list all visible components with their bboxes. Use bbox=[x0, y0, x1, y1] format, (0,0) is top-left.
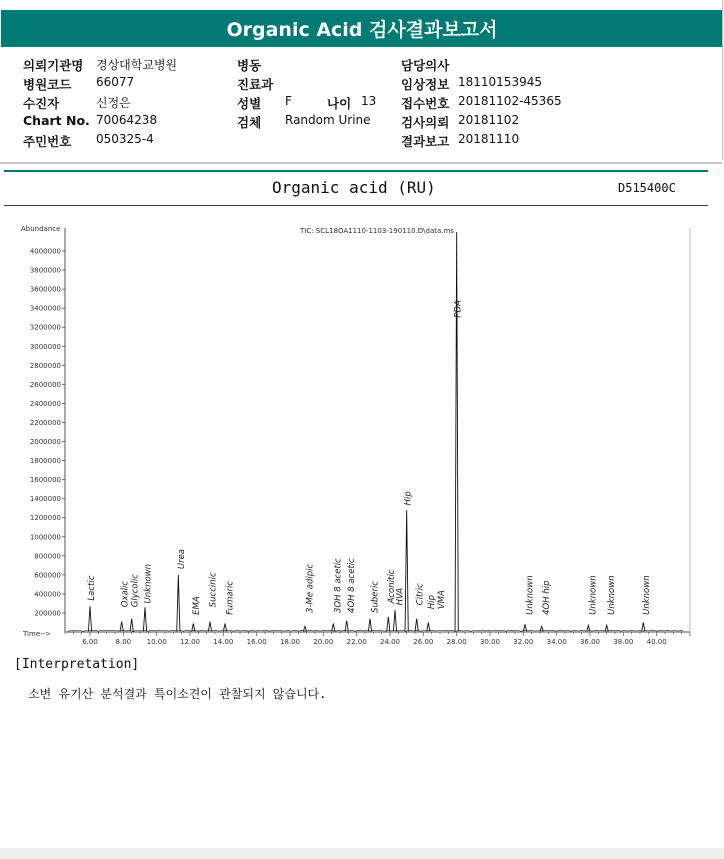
y-tick-label: 800000 bbox=[34, 552, 61, 561]
y-tick-label: 1200000 bbox=[29, 514, 61, 523]
info-divider bbox=[0, 162, 722, 164]
x-tick-label: 34.00 bbox=[546, 638, 567, 644]
x-tick-label: 18.00 bbox=[279, 638, 301, 644]
chart-value: 70064238 bbox=[96, 113, 158, 127]
age-value: 13 bbox=[361, 94, 377, 108]
y-tick-label: 2200000 bbox=[29, 418, 61, 427]
x-tick-label: 12.00 bbox=[179, 638, 201, 644]
peak-annotation: Unknown bbox=[525, 575, 536, 615]
peak-annotation: Hip bbox=[403, 491, 414, 506]
x-tick-label: 22.00 bbox=[346, 638, 367, 644]
peak-annotation: VMA bbox=[437, 590, 447, 610]
peak bbox=[387, 617, 390, 631]
y-axis-label: Abundance bbox=[21, 225, 61, 233]
peak-annotation: PDA bbox=[453, 300, 464, 318]
patient-label: 수진자 bbox=[23, 96, 60, 111]
footer-bar bbox=[0, 848, 724, 859]
peak bbox=[523, 624, 526, 631]
sex-value: F bbox=[285, 94, 292, 108]
x-tick-label: 38.00 bbox=[613, 638, 634, 644]
y-tick-label: 1400000 bbox=[29, 495, 61, 504]
code-value: 66077 bbox=[96, 75, 135, 89]
peak-annotation: Succinic bbox=[208, 572, 219, 608]
peak bbox=[120, 622, 123, 632]
peak bbox=[223, 623, 226, 631]
chart-label: Chart No. bbox=[23, 113, 90, 128]
request-value: 20181102 bbox=[458, 113, 520, 127]
specimen-label: 검체 bbox=[237, 115, 262, 130]
y-tick-label: 3000000 bbox=[29, 342, 61, 351]
y-tick-label: 2000000 bbox=[29, 438, 61, 447]
peak bbox=[427, 622, 430, 631]
report-title: Organic Acid 검사결과보고서 bbox=[1, 10, 723, 47]
result-label: 결과보고 bbox=[401, 134, 450, 149]
header-rule bbox=[4, 205, 708, 206]
peak bbox=[130, 619, 133, 632]
patient-value: 신정은 bbox=[96, 96, 131, 110]
x-tick-label: 30.00 bbox=[479, 638, 501, 644]
specimen-value: Random Urine bbox=[285, 113, 371, 127]
chromatogram-chart bbox=[0, 222, 724, 644]
section-code: D515400C bbox=[618, 181, 676, 195]
section-header bbox=[0, 178, 724, 200]
sex-label: 성별 bbox=[237, 96, 262, 111]
section-title: Organic acid (RU) bbox=[272, 178, 436, 197]
peak-annotation: HVA bbox=[395, 587, 406, 606]
y-tick-label: 200000 bbox=[34, 609, 61, 618]
y-tick-label: 1600000 bbox=[29, 476, 61, 485]
age-label: 나이 bbox=[327, 96, 352, 111]
peak bbox=[208, 622, 211, 632]
x-tick-label: 16.00 bbox=[246, 638, 267, 644]
result-value: 20181110 bbox=[458, 132, 520, 146]
id-label: 주민번호 bbox=[23, 134, 72, 149]
peak bbox=[540, 626, 543, 631]
peak-annotation: Unknown bbox=[143, 563, 154, 604]
clinical-label: 임상정보 bbox=[401, 77, 450, 92]
interpretation-title: [Interpretation] bbox=[14, 657, 140, 672]
x-tick-label: 36.00 bbox=[579, 638, 601, 644]
peak bbox=[455, 232, 458, 631]
peak-annotation: Oxalic bbox=[120, 580, 131, 608]
y-tick-label: 3800000 bbox=[29, 266, 61, 275]
y-tick-label: 3400000 bbox=[29, 304, 61, 313]
peak-annotation: Glycolic bbox=[130, 573, 141, 608]
x-tick-label: 10.00 bbox=[146, 638, 167, 644]
peak bbox=[88, 606, 91, 631]
peak bbox=[303, 626, 306, 631]
x-tick-label: 6.00 bbox=[82, 638, 98, 644]
peak-annotation: 4OH hip bbox=[542, 580, 552, 615]
x-axis-label: Time--> bbox=[23, 630, 52, 638]
peak-annotation: Lactic bbox=[87, 575, 97, 601]
receipt-value: 20181102-45365 bbox=[458, 94, 562, 108]
section-divider bbox=[4, 170, 708, 172]
peak-annotation: Aconitic bbox=[387, 569, 397, 604]
peak bbox=[143, 607, 146, 631]
chart-title: TIC: SCL18OA1110-1103-190110.D\data.ms bbox=[300, 227, 454, 235]
x-tick-label: 20.00 bbox=[313, 638, 334, 644]
peak-annotation: Suberic bbox=[370, 581, 381, 613]
peak-annotation: EMA bbox=[192, 596, 202, 615]
x-tick-label: 28.00 bbox=[446, 638, 467, 644]
y-tick-label: 2400000 bbox=[29, 399, 61, 408]
x-tick-label: 24.00 bbox=[379, 638, 401, 644]
peak-annotation: Urea bbox=[177, 548, 187, 570]
peak-annotation: 3-Me adipic bbox=[305, 563, 316, 613]
x-tick-label: 40.00 bbox=[646, 638, 667, 644]
y-tick-label: 2800000 bbox=[29, 361, 61, 370]
y-tick-label: 600000 bbox=[34, 571, 61, 580]
peak bbox=[345, 621, 348, 632]
interpretation-text: 소변 유기산 분석결과 특이소견이 관찰되지 않습니다. bbox=[28, 687, 327, 701]
y-tick-label: 2600000 bbox=[29, 380, 61, 389]
code-label: 병원코드 bbox=[23, 77, 72, 92]
y-tick-label: 4000000 bbox=[29, 247, 61, 256]
peak-annotation: Unknown bbox=[607, 575, 617, 615]
x-tick-label: 26.00 bbox=[413, 638, 434, 644]
id-value: 050325-4 bbox=[96, 132, 154, 146]
peak bbox=[393, 610, 396, 631]
y-tick-label: 400000 bbox=[34, 590, 61, 599]
hospital-value: 경상대학교병원 bbox=[96, 58, 178, 72]
peak-annotation: Unknown bbox=[588, 575, 599, 615]
peak-annotation: Unknown bbox=[642, 575, 652, 615]
y-tick-label: 1800000 bbox=[29, 457, 61, 466]
receipt-label: 접수번호 bbox=[401, 96, 450, 111]
peak bbox=[332, 623, 335, 631]
y-tick-label: 3200000 bbox=[29, 323, 61, 332]
peak-annotation: Fumaric bbox=[225, 580, 236, 615]
clinical-value: 18110153945 bbox=[458, 75, 542, 89]
info-border bbox=[722, 0, 723, 160]
x-tick-label: 8.00 bbox=[115, 638, 132, 644]
hospital-label: 의뢰기관명 bbox=[23, 58, 84, 73]
peak-annotation: Citric bbox=[415, 583, 426, 606]
y-tick-label: 3600000 bbox=[29, 285, 61, 294]
x-tick-label: 14.00 bbox=[213, 638, 234, 644]
peak bbox=[415, 619, 418, 632]
peak-annotation: 3OH 8 acetic bbox=[333, 558, 344, 613]
y-tick-label: 1000000 bbox=[29, 533, 61, 542]
peak bbox=[368, 619, 371, 632]
doctor-label: 담당의사 bbox=[401, 58, 450, 73]
peak bbox=[605, 625, 608, 631]
peak-annotation: Hip bbox=[427, 594, 437, 610]
peak bbox=[177, 575, 180, 631]
dept-label: 진료과 bbox=[237, 77, 274, 92]
peak-annotation: 4OH 8 acetic bbox=[347, 558, 357, 613]
ward-label: 병동 bbox=[237, 58, 262, 73]
peak bbox=[642, 622, 645, 631]
request-label: 검사의뢰 bbox=[401, 115, 450, 130]
peak bbox=[405, 510, 408, 631]
x-tick-label: 32.00 bbox=[513, 638, 534, 644]
